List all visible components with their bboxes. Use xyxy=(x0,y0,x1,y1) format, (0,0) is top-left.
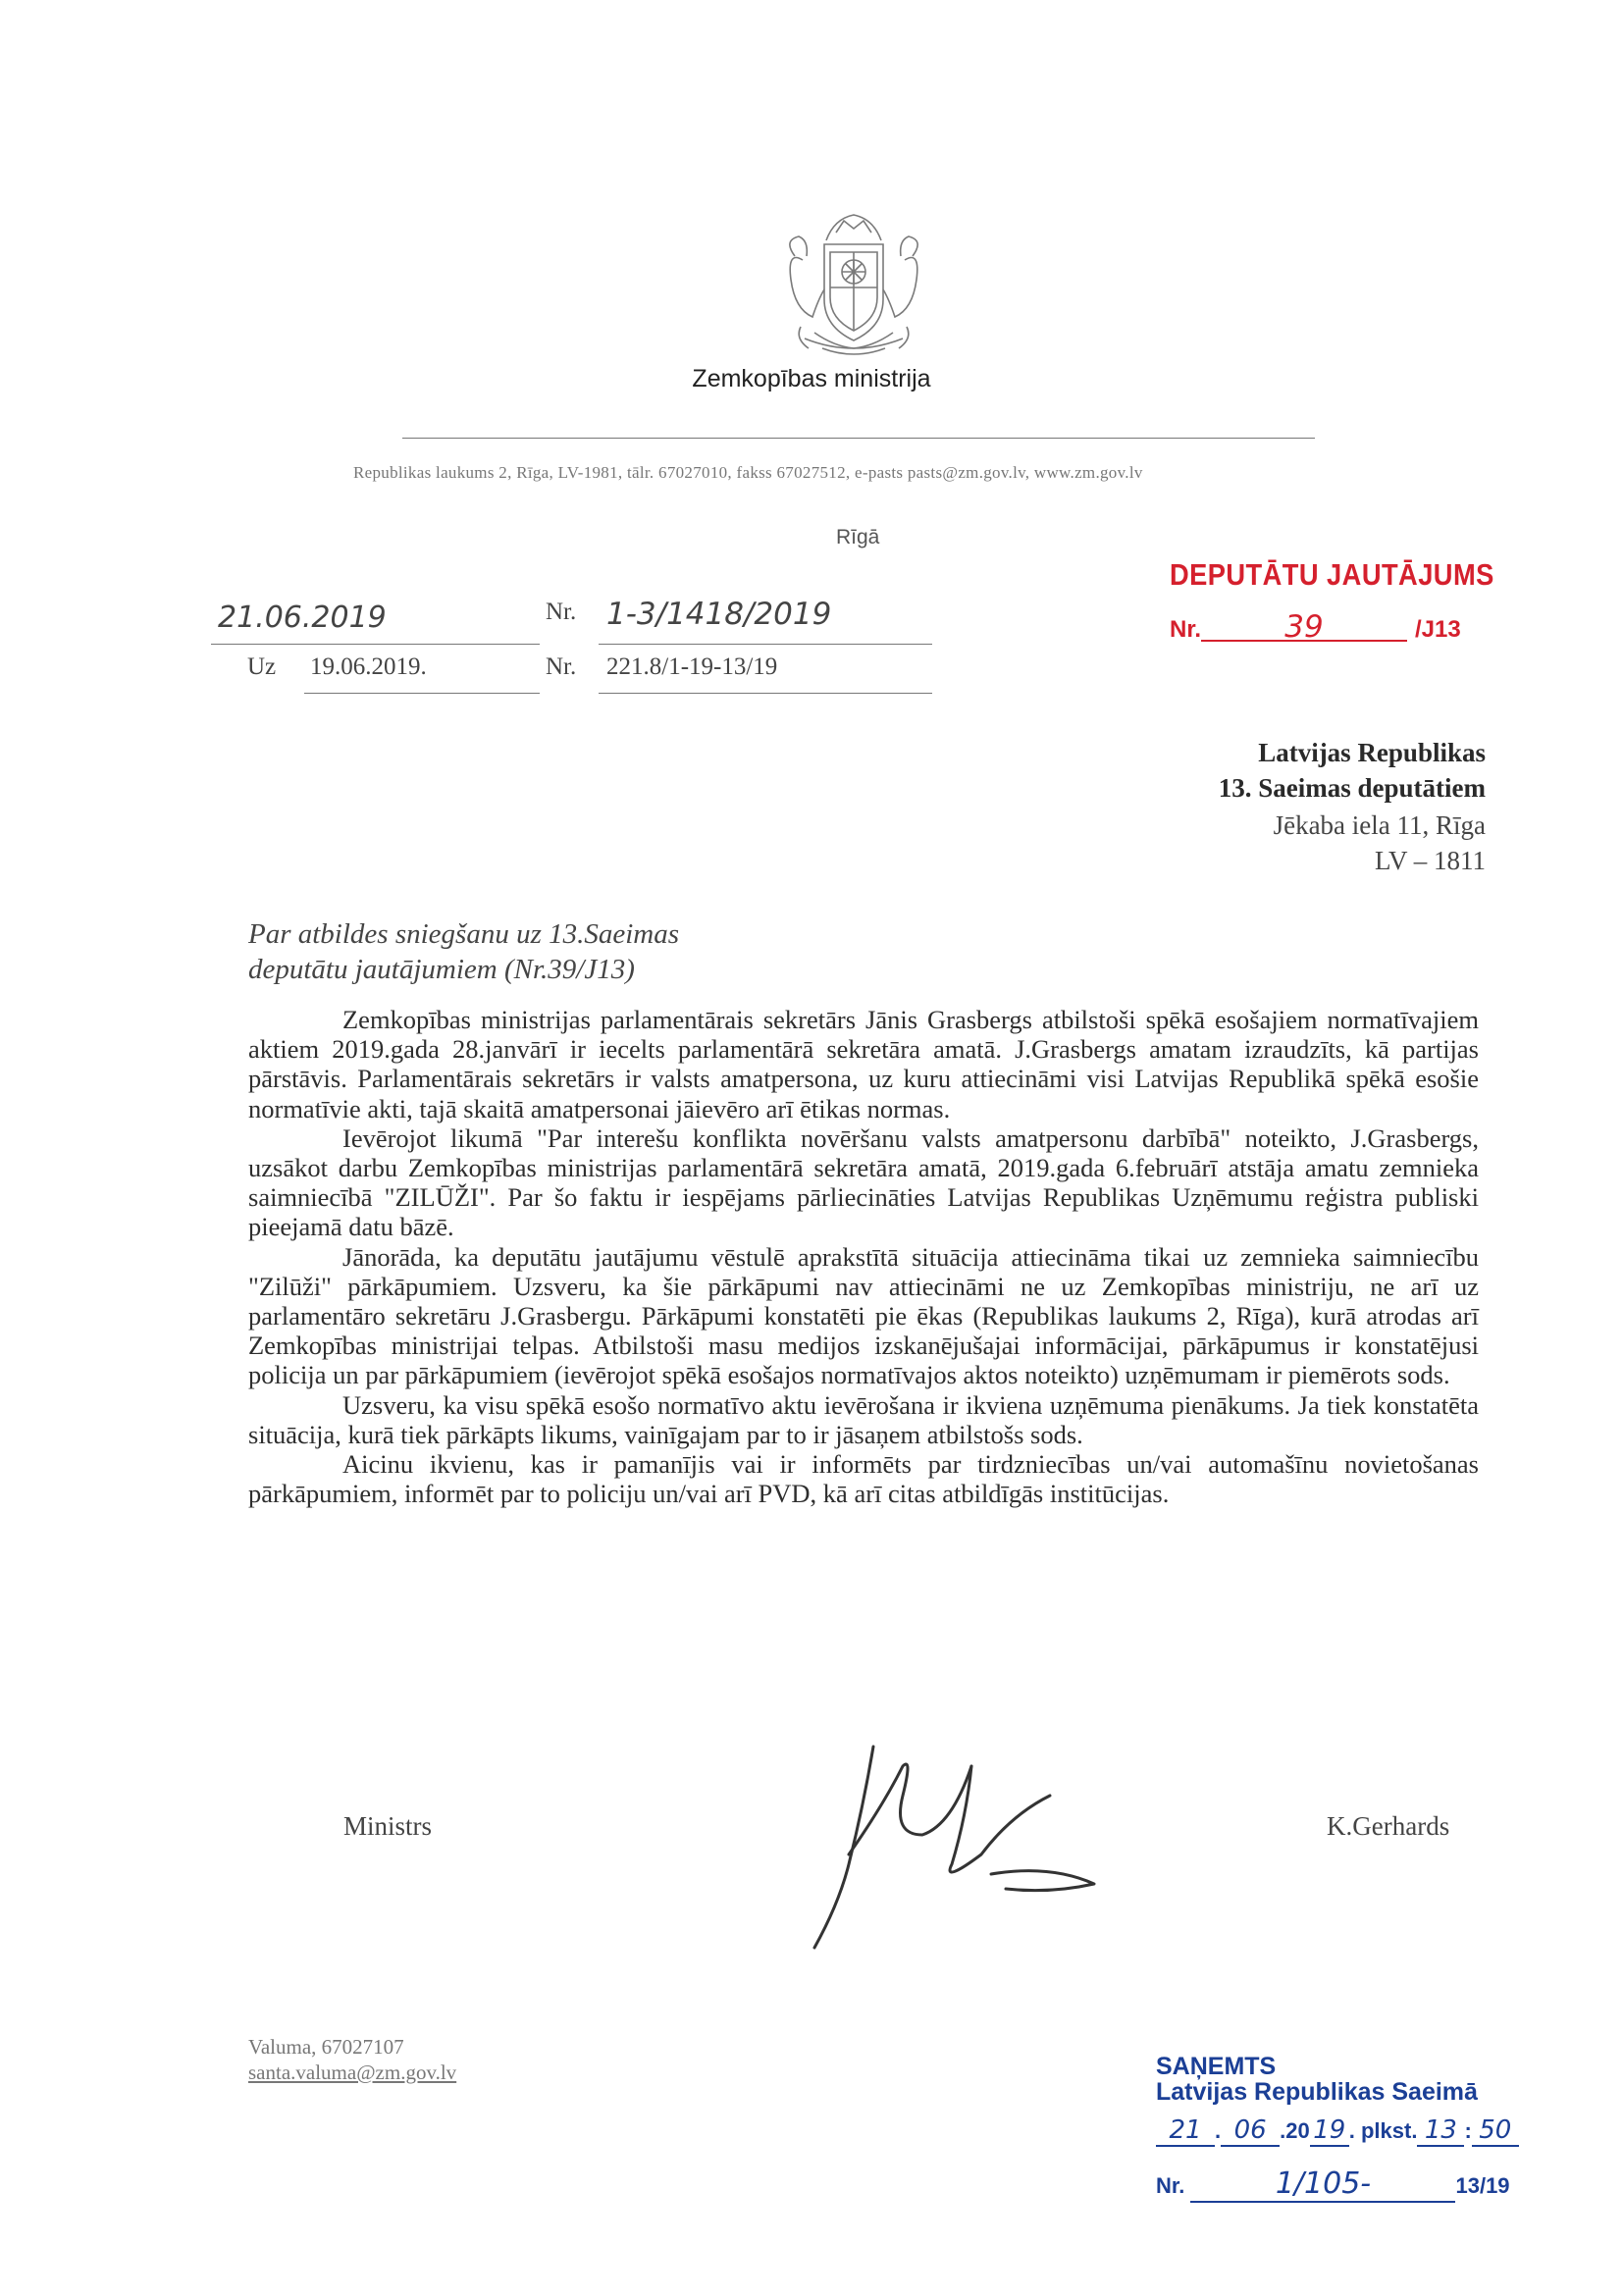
reply-to-date: 19.06.2019. xyxy=(310,653,427,680)
ministry-address: Republikas laukums 2, Rīga, LV-1981, tālr. 67027010, fakss 67027512, e-pasts pasts@zm.gov.lv, www.zm.gov.lv xyxy=(353,463,1143,482)
number-underline xyxy=(599,644,932,645)
request-stamp-nr-label: Nr. xyxy=(1170,616,1202,643)
body-paragraph: Ievērojot likumā "Par interešu konflikta novēršanu valsts amatpersonu darbībā" noteikto, J.Grasbergs, uzsākot darbu Zemkopības ministrijas parlamentārā sekretāra amatā, 2019.gada 6.februārī atstāja amatu zemnieka saimniecībā "ZILŪŽI". Par šo faktu ir iespējams pārliecināties Latvijas Republikas Uzņēmumu reģistra publiski pieejamā datu bāzē. xyxy=(248,1122,1479,1242)
received-number: 1/105- xyxy=(1190,2166,1455,2203)
request-stamp-number: 39 xyxy=(1201,614,1407,642)
request-stamp-title: DEPUTĀTU JAUTĀJUMS xyxy=(1170,557,1494,592)
recipient-postcode: LV – 1811 xyxy=(1374,846,1486,875)
header-divider xyxy=(402,438,1315,439)
reply-number-underline xyxy=(599,693,932,694)
received-month: 06 xyxy=(1221,2115,1280,2147)
received-year-prefix: 20 xyxy=(1285,2118,1310,2143)
received-nr-label: Nr. xyxy=(1156,2173,1185,2198)
reply-to-label: Uz xyxy=(247,653,277,680)
body-paragraph: Uzsveru, ka visu spēkā esošo normatīvo aktu ievērošana ir ikviena uzņēmuma pienākums. Ja tiek konstatēta situācija, kurā tiek pārkāpts likums, vainīgajam par to ir jāsaņem atbilstošs sods. xyxy=(248,1389,1479,1449)
recipient-line-2: 13. Saeimas deputātiem xyxy=(1218,773,1486,803)
body-paragraph: Jānorāda, ka deputātu jautājumu vēstulē aprakstītā situācija attiecināma tikai uz zemnieka saimniecību "Zilūži" pārkāpumiem. Uzsveru, ka šie pārkāpumi nav attiecināmi ne uz Zemkopības ministriju, ne arī uz parlamentāro sekretāru J.Grasbergu. Pārkāpumi konstatēti pie ēkas (Republikas laukums 2, Rīga), kurā atrodas arī Zemkopības ministrijai telpas. Atbilstoši masu medijos izskanējušajai informācijai, pārkāpumus ir konstatējusi policija un par pārkāpumiem (ievērojot spēkā esošajos normatīvajos aktos noteikto) uzņēmumam ir piemērots sods. xyxy=(248,1241,1479,1390)
handwritten-signature xyxy=(756,1727,1128,1972)
document-nr-label: Nr. xyxy=(546,599,577,625)
received-time-label: plkst. xyxy=(1360,2118,1418,2143)
recipient-line-1: Latvijas Republikas xyxy=(1258,738,1486,767)
contact-email: santa.valuma@zm.gov.lv xyxy=(248,2061,457,2084)
ministry-name: Zemkopības ministrija xyxy=(692,365,931,392)
signatory-title: Ministrs xyxy=(343,1811,433,1841)
received-minute: 50 xyxy=(1472,2115,1519,2147)
city-label: Rīgā xyxy=(836,526,880,548)
body-paragraph: Zemkopības ministrijas parlamentārais sekretārs Jānis Grasbergs atbilstoši spēkā esošajiem normatīvajiem aktiem 2019.gada 28.janvārī ir iecelts parlamentārā sekretāra amatā. J.Grasbergs amatam izraudzīts, kā partijas pārstāvis. Parlamentārais sekretārs ir valsts amatpersona, uz kuru attiecināmi visi Latvijas Republikā spēkā esošie normatīvie akti, tajā skaitā amatpersonai jāievēro arī ētikas normas. xyxy=(248,1005,1479,1123)
document-date: 21.06.2019 xyxy=(218,600,387,635)
received-day: 21 xyxy=(1156,2115,1215,2147)
document-number: 1-3/1418/2019 xyxy=(606,597,832,632)
received-stamp-datetime: 21 . 06 .20 19 . plkst. 13 : 50 xyxy=(1156,2115,1519,2147)
reply-to-nr-label: Nr. xyxy=(546,653,577,680)
request-stamp-suffix: /J13 xyxy=(1415,616,1461,643)
reply-to-number: 221.8/1-19-13/19 xyxy=(606,653,778,680)
received-stamp-number-row xyxy=(1156,2166,1510,2203)
body-paragraph: Aicinu ikvienu, kas ir pamanījis vai ir informēts par tirdzniecības un/vai automašīnu novietošanas pārkāpumiem, informēt par to policiju un/vai arī PVD, kā arī citas atbildīgās institūcijas. xyxy=(248,1449,1479,1509)
subject-line-2: deputātu jautājumiem (Nr.39/J13) xyxy=(248,954,635,985)
request-stamp-number-row xyxy=(1170,609,1461,645)
received-year-suffix: 19 xyxy=(1310,2115,1349,2147)
recipient-address: Jēkaba iela 11, Rīga xyxy=(1273,810,1486,840)
signatory-name: K.Gerhards xyxy=(1327,1811,1450,1841)
received-stamp-title: SAŅEMTS xyxy=(1156,2053,1277,2080)
coat-of-arms-emblem xyxy=(765,201,942,363)
received-number-suffix: 13/19 xyxy=(1455,2173,1510,2198)
received-hour: 13 xyxy=(1417,2115,1464,2147)
date-underline xyxy=(211,644,540,645)
reply-date-underline xyxy=(304,693,540,694)
letter-body xyxy=(248,1005,1479,1508)
received-stamp-subtitle: Latvijas Republikas Saeimā xyxy=(1156,2078,1478,2106)
subject-line-1: Par atbildes sniegšanu uz 13.Saeimas xyxy=(248,918,680,950)
contact-person: Valuma, 67027107 xyxy=(248,2035,404,2059)
